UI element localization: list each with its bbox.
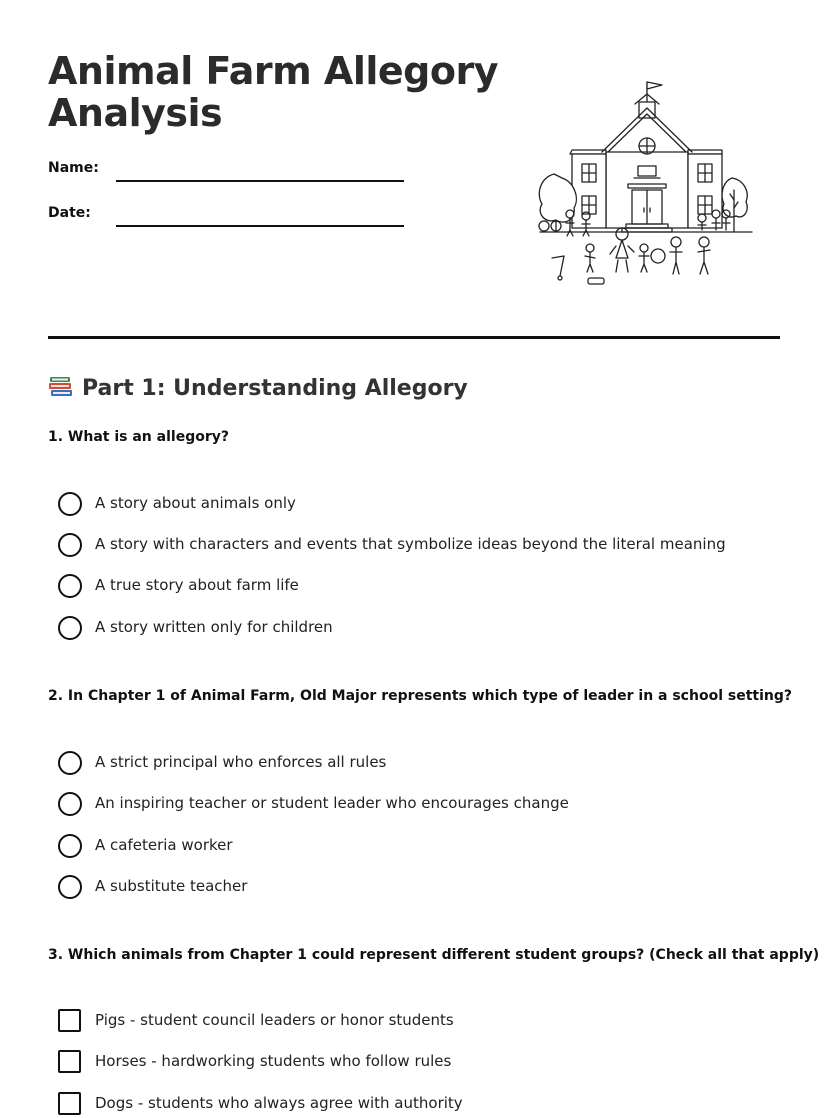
radio-button[interactable] (58, 574, 82, 598)
name-label: Name: (48, 160, 99, 176)
name-blank-line[interactable] (116, 180, 404, 182)
option-text: A cafeteria worker (95, 836, 233, 854)
date-label: Date: (48, 205, 91, 221)
schoolhouse-illustration (530, 78, 758, 292)
question-2: 2. In Chapter 1 of Animal Farm, Old Major represents which type of leader in a school setting? (48, 688, 792, 704)
books-emoji-icon (48, 374, 74, 398)
checkbox[interactable] (58, 1092, 81, 1115)
checkbox[interactable] (58, 1009, 81, 1032)
radio-button[interactable] (58, 875, 82, 899)
option-text: A true story about farm life (95, 576, 299, 594)
radio-button[interactable] (58, 751, 82, 775)
section-divider (48, 336, 780, 339)
option-text: Pigs - student council leaders or honor students (95, 1011, 454, 1029)
option-text: A story with characters and events that symbolize ideas beyond the literal meaning (95, 535, 726, 553)
option-text: Dogs - students who always agree with authority (95, 1094, 463, 1112)
option-text: An inspiring teacher or student leader who encourages change (95, 794, 569, 812)
part1-heading (48, 374, 468, 401)
question-1: 1. What is an allegory? (48, 429, 229, 445)
worksheet-title: Animal Farm Allegory Analysis (48, 49, 498, 135)
option-text: Horses - hardworking students who follow rules (95, 1052, 452, 1070)
radio-button[interactable] (58, 492, 82, 516)
part1-title: Part 1: Understanding Allegory (82, 376, 468, 401)
date-blank-line[interactable] (116, 225, 404, 227)
option-text: A strict principal who enforces all rules (95, 753, 387, 771)
option-text: A story about animals only (95, 494, 296, 512)
option-text: A story written only for children (95, 618, 333, 636)
option-text: A substitute teacher (95, 877, 248, 895)
checkbox[interactable] (58, 1050, 81, 1073)
question-3: 3. Which animals from Chapter 1 could represent different student groups? (Check all that apply) (48, 947, 820, 963)
radio-button[interactable] (58, 834, 82, 858)
radio-button[interactable] (58, 533, 82, 557)
radio-button[interactable] (58, 792, 82, 816)
radio-button[interactable] (58, 616, 82, 640)
